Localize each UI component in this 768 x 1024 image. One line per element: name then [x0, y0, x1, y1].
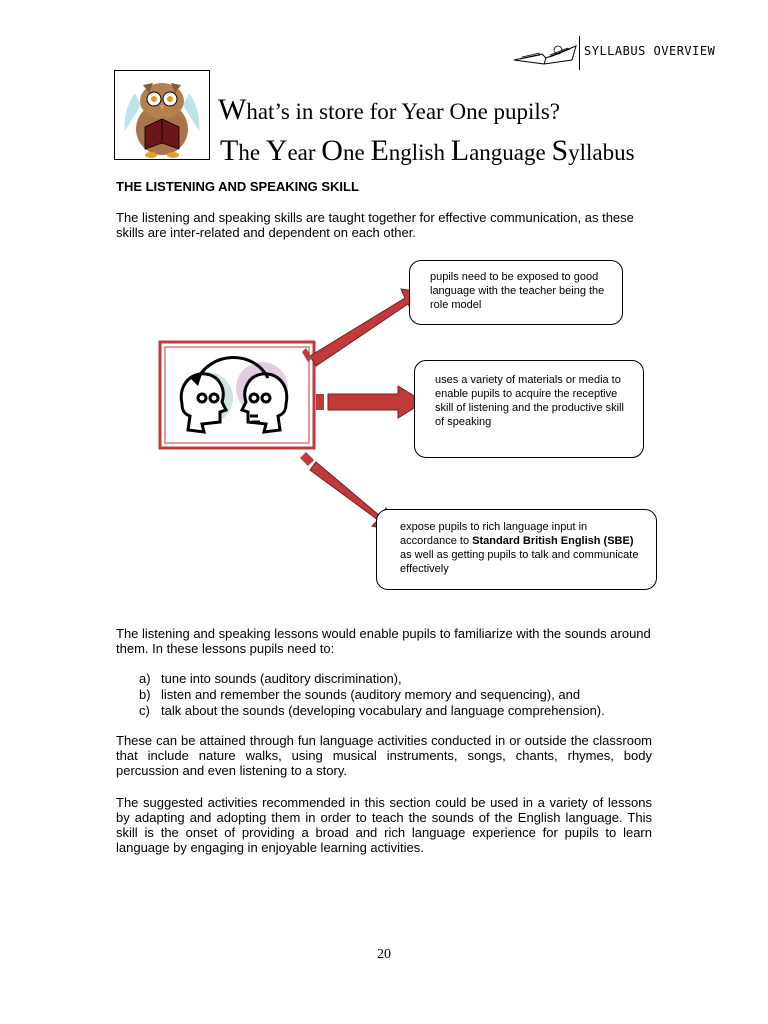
list-item-label: b) [139, 687, 151, 702]
header-label: SYLLABUS OVERVIEW [584, 44, 716, 58]
diagram-box-role-model: pupils need to be exposed to good language with the teacher being the role model [409, 260, 623, 325]
box3-text-bold: Standard British English (SBE) [472, 535, 634, 547]
section-heading: THE LISTENING AND SPEAKING SKILL [116, 179, 359, 194]
lessons-paragraph: The listening and speaking lessons would enable pupils to familiarize with the sounds around them. In these lessons pupils need to: [116, 626, 651, 656]
list-item-label: a) [139, 671, 151, 686]
list-item-text: talk about the sounds (developing vocabulary and language comprehension). [161, 703, 605, 718]
needs-list [116, 671, 605, 719]
list-item [116, 687, 605, 703]
activities-paragraph: These can be attained through fun language activities conducted in or outside the classroom that include nature walks, using musical instruments, songs, chants, rhymes, body percussion and even listening to a story. [116, 733, 652, 778]
list-item [116, 703, 605, 719]
page-number: 20 [377, 947, 391, 962]
title-word: English [370, 134, 451, 167]
open-book-icon [510, 40, 580, 66]
title-word: Year [265, 134, 322, 167]
list-item-text: listen and remember the sounds (auditory memory and sequencing), and [161, 687, 581, 702]
title-word: The [220, 134, 266, 167]
box3-text-pre: expose pupils to rich language input in accordance to [400, 521, 588, 547]
diagram-box-sbe [376, 509, 657, 590]
title-word: Language [450, 134, 552, 167]
title-line-1-rest: hat’s in store for Year One pupils? [246, 99, 560, 124]
title-line-1 [218, 93, 560, 127]
owl-icon [115, 71, 209, 159]
diagram-box-materials: uses a variety of materials or media to enable pupils to acquire the receptive skill of listening and the productive skill of speaking [414, 360, 644, 458]
title-line-2 [220, 134, 635, 168]
intro-paragraph: The listening and speaking skills are taught together for effective communication, as these skills are inter-related and dependent on each other. [116, 210, 634, 240]
arrow-up-right [302, 289, 422, 366]
list-item-text: tune into sounds (auditory discrimination), [161, 671, 402, 686]
header-divider [579, 36, 580, 70]
list-item [116, 671, 605, 687]
owl-reading-illustration [114, 70, 210, 160]
title-drop-letter: W [218, 93, 247, 126]
suggested-activities-paragraph: The suggested activities recommended in this section could be used in a variety of lessons by adapting and adopting them in order to teach the sounds of the English language. This skill is the onset of providing a broad and rich language experience for pupils to learn language by engaging in enjoyable learning activities. [116, 795, 652, 855]
arrow-right [316, 386, 424, 418]
title-word: One [321, 134, 371, 167]
box3-text-post: as well as getting pupils to talk and communicate effectively [400, 549, 639, 575]
title-word: Syllabus [551, 134, 635, 167]
list-item-label: c) [139, 703, 150, 718]
